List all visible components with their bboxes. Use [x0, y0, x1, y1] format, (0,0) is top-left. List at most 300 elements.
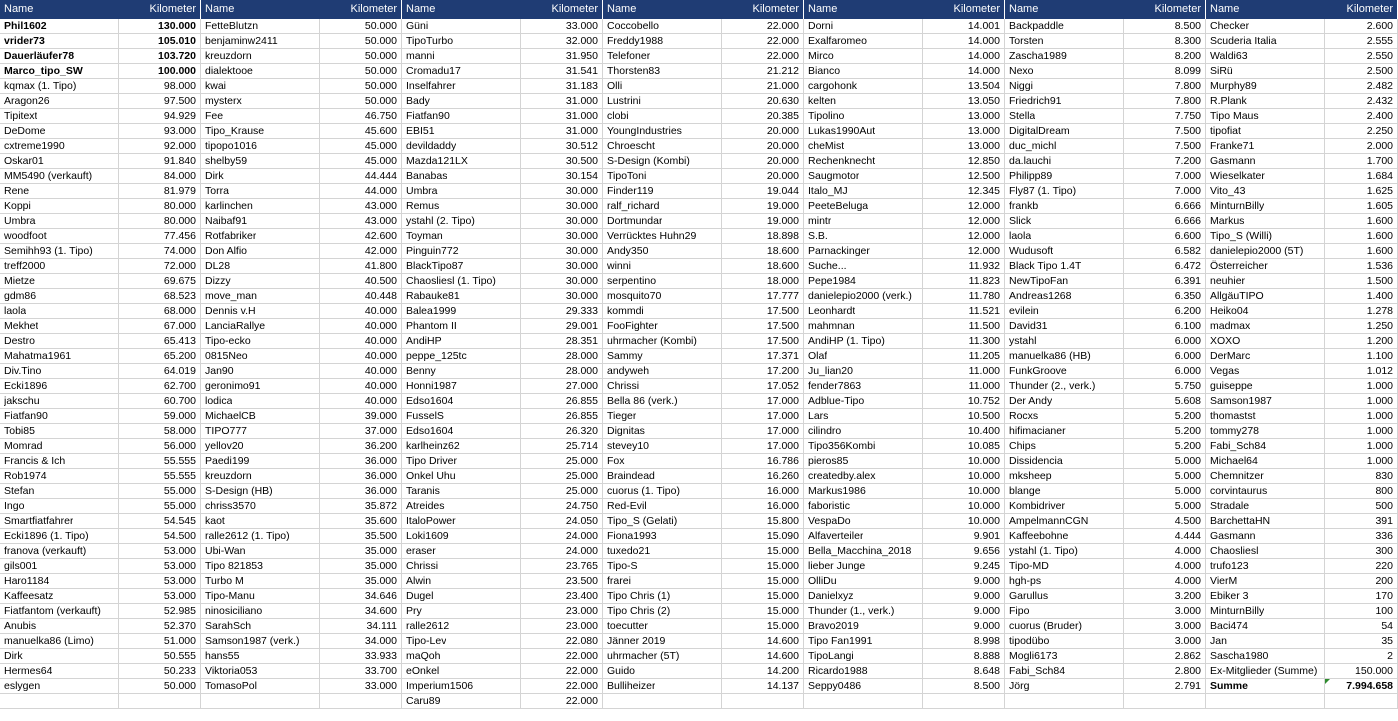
kilometer-cell[interactable]: 6.582: [1174, 245, 1201, 257]
kilometer-cell[interactable]: 35.500: [364, 530, 397, 542]
kilometer-cell[interactable]: 40.000: [364, 365, 397, 377]
name-cell[interactable]: ystahl (2. Tipo): [406, 215, 475, 227]
kilometer-cell[interactable]: 20.000: [766, 140, 799, 152]
name-cell[interactable]: Jänner 2019: [607, 635, 666, 647]
kilometer-cell[interactable]: 97.500: [163, 95, 196, 107]
name-cell[interactable]: Guido: [607, 665, 636, 677]
name-cell[interactable]: Rotfabriker: [205, 230, 257, 242]
name-cell[interactable]: corvintaurus: [1210, 485, 1268, 497]
name-cell[interactable]: frarei: [607, 575, 631, 587]
kilometer-cell[interactable]: 2.550: [1366, 50, 1393, 62]
name-cell[interactable]: SiRü: [1210, 65, 1233, 77]
kilometer-cell[interactable]: 22.080: [565, 635, 598, 647]
name-cell[interactable]: danielepio2000 (verk.): [808, 290, 912, 302]
kilometer-cell[interactable]: 5.200: [1174, 425, 1201, 437]
kilometer-cell[interactable]: 14.000: [967, 50, 1000, 62]
name-cell[interactable]: Danielxyz: [808, 590, 854, 602]
kilometer-cell[interactable]: 45.000: [364, 155, 397, 167]
name-cell[interactable]: MinturnBilly: [1210, 605, 1265, 617]
kilometer-cell[interactable]: 22.000: [565, 665, 598, 677]
name-cell[interactable]: Parnackinger: [808, 245, 870, 257]
kilometer-cell[interactable]: 24.000: [565, 530, 598, 542]
kilometer-cell[interactable]: 15.090: [766, 530, 799, 542]
name-cell[interactable]: Banabas: [406, 170, 448, 182]
header-name[interactable]: Name: [4, 3, 34, 15]
kilometer-cell[interactable]: 18.600: [766, 245, 799, 257]
name-cell[interactable]: Red-Evil: [607, 500, 647, 512]
name-cell[interactable]: lodica: [205, 395, 233, 407]
name-cell[interactable]: MM5490 (verkauft): [4, 170, 93, 182]
kilometer-cell[interactable]: 10.000: [967, 485, 1000, 497]
kilometer-cell[interactable]: 31.000: [565, 125, 598, 137]
name-cell[interactable]: Tipo Chris (2): [607, 605, 671, 617]
kilometer-cell[interactable]: 17.500: [766, 305, 799, 317]
name-cell[interactable]: Semihh93 (1. Tipo): [4, 245, 93, 257]
kilometer-cell[interactable]: 50.000: [364, 65, 397, 77]
name-cell[interactable]: Aragon26: [4, 95, 50, 107]
name-cell[interactable]: DerMarc: [1210, 350, 1251, 362]
kilometer-cell[interactable]: 69.675: [163, 275, 196, 287]
name-cell[interactable]: Rob1974: [4, 470, 47, 482]
name-cell[interactable]: kommdi: [607, 305, 644, 317]
kilometer-cell[interactable]: 7.000: [1174, 185, 1201, 197]
kilometer-cell[interactable]: 7.800: [1174, 80, 1201, 92]
kilometer-cell[interactable]: 7.200: [1174, 155, 1201, 167]
kilometer-cell[interactable]: 10.000: [967, 470, 1000, 482]
kilometer-cell[interactable]: 26.320: [565, 425, 598, 437]
name-cell[interactable]: kqmax (1. Tipo): [4, 80, 77, 92]
kilometer-cell[interactable]: 45.000: [364, 140, 397, 152]
kilometer-cell[interactable]: 18.898: [766, 230, 799, 242]
name-cell[interactable]: benjaminw2411: [205, 35, 278, 47]
kilometer-cell[interactable]: 41.800: [364, 260, 397, 272]
name-cell[interactable]: Samson1987 (verk.): [205, 635, 300, 647]
kilometer-cell[interactable]: 40.000: [364, 380, 397, 392]
name-cell[interactable]: SarahSch: [205, 620, 252, 632]
kilometer-cell[interactable]: 1.500: [1366, 275, 1393, 287]
kilometer-cell[interactable]: 50.000: [163, 680, 196, 692]
name-cell[interactable]: Bravo2019: [808, 620, 859, 632]
name-cell[interactable]: Chrissi: [406, 560, 439, 572]
kilometer-cell[interactable]: 53.000: [163, 545, 196, 557]
kilometer-cell[interactable]: 5.000: [1174, 485, 1201, 497]
kilometer-cell[interactable]: 9.000: [973, 620, 1000, 632]
name-cell[interactable]: Black Tipo 1.4T: [1009, 260, 1082, 272]
kilometer-cell[interactable]: 19.000: [766, 200, 799, 212]
kilometer-cell[interactable]: 22.000: [565, 695, 598, 707]
kilometer-cell[interactable]: 30.000: [565, 185, 598, 197]
name-cell[interactable]: 0815Neo: [205, 350, 248, 362]
kilometer-cell[interactable]: 54.500: [163, 530, 196, 542]
kilometer-cell[interactable]: 40.000: [364, 350, 397, 362]
kilometer-cell[interactable]: 35.600: [364, 515, 397, 527]
name-cell[interactable]: serpentino: [607, 275, 657, 287]
name-cell[interactable]: Checker: [1210, 20, 1250, 32]
kilometer-cell[interactable]: 17.052: [766, 380, 799, 392]
name-cell[interactable]: Olaf: [808, 350, 828, 362]
kilometer-cell[interactable]: 11.521: [968, 305, 1000, 317]
kilometer-cell[interactable]: 17.200: [766, 365, 799, 377]
name-cell[interactable]: Vegas: [1210, 365, 1240, 377]
kilometer-cell[interactable]: 3.000: [1174, 635, 1201, 647]
name-cell[interactable]: ystahl (1. Tipo): [1009, 545, 1078, 557]
name-cell[interactable]: da.lauchi: [1009, 155, 1052, 167]
kilometer-cell[interactable]: 2.555: [1366, 35, 1393, 47]
kilometer-cell[interactable]: 170: [1375, 590, 1393, 602]
name-cell[interactable]: trufo123: [1210, 560, 1249, 572]
kilometer-cell[interactable]: 20.000: [766, 170, 799, 182]
kilometer-cell[interactable]: 50.233: [163, 665, 196, 677]
name-cell[interactable]: Rechenknecht: [808, 155, 876, 167]
kilometer-cell[interactable]: 24.050: [565, 515, 598, 527]
name-cell[interactable]: manni: [406, 50, 435, 62]
kilometer-cell[interactable]: 35.000: [364, 545, 397, 557]
name-cell[interactable]: BarchettaHN: [1210, 515, 1271, 527]
name-cell[interactable]: tipopo1016: [205, 140, 257, 152]
kilometer-cell[interactable]: 40.448: [364, 290, 397, 302]
name-cell[interactable]: Naibaf91: [205, 215, 248, 227]
kilometer-cell[interactable]: 7.500: [1174, 125, 1201, 137]
kilometer-cell[interactable]: 68.000: [163, 305, 196, 317]
header-name[interactable]: Name: [607, 3, 637, 15]
name-cell[interactable]: Andy350: [607, 245, 649, 257]
kilometer-cell[interactable]: 65.413: [163, 335, 196, 347]
name-cell[interactable]: Smartfiatfahrer: [4, 515, 74, 527]
name-cell[interactable]: cilindro: [808, 425, 842, 437]
name-cell[interactable]: OlliDu: [808, 575, 837, 587]
name-cell[interactable]: S-Design (Kombi): [607, 155, 690, 167]
name-cell[interactable]: EBI51: [406, 125, 435, 137]
kilometer-cell[interactable]: 9.245: [973, 560, 1000, 572]
kilometer-cell[interactable]: 6.350: [1174, 290, 1201, 302]
kilometer-cell[interactable]: 36.200: [364, 440, 397, 452]
name-cell[interactable]: Wieselkater: [1210, 170, 1265, 182]
name-cell[interactable]: cuorus (Bruder): [1009, 620, 1082, 632]
name-cell[interactable]: Franke71: [1210, 140, 1255, 152]
kilometer-cell[interactable]: 40.000: [364, 305, 397, 317]
name-cell[interactable]: Remus: [406, 200, 440, 212]
name-cell[interactable]: Mekhet: [4, 320, 39, 332]
name-cell[interactable]: evilein: [1009, 305, 1039, 317]
name-cell[interactable]: duc_michl: [1009, 140, 1057, 152]
name-cell[interactable]: Mirco: [808, 50, 834, 62]
kilometer-cell[interactable]: 19.044: [766, 185, 799, 197]
kilometer-cell[interactable]: 11.205: [968, 350, 1000, 362]
kilometer-cell[interactable]: 103.720: [158, 50, 196, 62]
name-cell[interactable]: Onkel Uhu: [406, 470, 456, 482]
header-kilometer[interactable]: Kilometer: [953, 3, 1000, 15]
kilometer-cell[interactable]: 2.482: [1366, 80, 1393, 92]
name-cell[interactable]: karlinchen: [205, 200, 253, 212]
name-cell[interactable]: ralle2612: [406, 620, 450, 632]
kilometer-cell[interactable]: 30.000: [565, 260, 598, 272]
name-cell[interactable]: mksheep: [1009, 470, 1052, 482]
kilometer-cell[interactable]: 72.000: [163, 260, 196, 272]
kilometer-cell[interactable]: 17.000: [766, 425, 799, 437]
kilometer-cell[interactable]: 7.750: [1174, 110, 1201, 122]
kilometer-cell[interactable]: 30.000: [565, 245, 598, 257]
kilometer-cell[interactable]: 11.300: [968, 335, 1000, 347]
kilometer-cell[interactable]: 800: [1375, 485, 1393, 497]
kilometer-cell[interactable]: 100.000: [158, 65, 196, 77]
name-cell[interactable]: Chemnitzer: [1210, 470, 1264, 482]
kilometer-cell[interactable]: 53.000: [163, 560, 196, 572]
name-cell[interactable]: Tipo_Krause: [205, 125, 265, 137]
kilometer-cell[interactable]: 30.512: [565, 140, 598, 152]
name-cell[interactable]: TomasoPol: [205, 680, 257, 692]
name-cell[interactable]: Stefan: [4, 485, 35, 497]
kilometer-cell[interactable]: 18.000: [766, 275, 799, 287]
name-cell[interactable]: Haro1184: [4, 575, 50, 587]
kilometer-cell[interactable]: 2.862: [1174, 650, 1201, 662]
name-cell[interactable]: Jan: [1210, 635, 1227, 647]
kilometer-cell[interactable]: 21.000: [766, 80, 799, 92]
name-cell[interactable]: Coccobello: [607, 20, 659, 32]
name-cell[interactable]: cxtreme1990: [4, 140, 65, 152]
name-cell[interactable]: vrider73: [4, 35, 45, 47]
name-cell[interactable]: Taranis: [406, 485, 440, 497]
name-cell[interactable]: Freddy1988: [607, 35, 664, 47]
kilometer-cell[interactable]: 391: [1375, 515, 1393, 527]
header-name[interactable]: Name: [808, 3, 838, 15]
kilometer-cell[interactable]: 6.100: [1174, 320, 1201, 332]
kilometer-cell[interactable]: 55.555: [163, 470, 196, 482]
name-cell[interactable]: Ingo: [4, 500, 25, 512]
kilometer-cell[interactable]: 3.200: [1174, 590, 1201, 602]
kilometer-cell[interactable]: 13.000: [967, 110, 1000, 122]
kilometer-cell[interactable]: 33.933: [364, 650, 397, 662]
name-cell[interactable]: Jörg: [1009, 680, 1030, 692]
kilometer-cell[interactable]: 15.000: [766, 605, 799, 617]
kilometer-cell[interactable]: 10.400: [967, 425, 1000, 437]
name-cell[interactable]: Atreides: [406, 500, 445, 512]
kilometer-cell[interactable]: 10.000: [967, 455, 1000, 467]
name-cell[interactable]: Verrücktes Huhn29: [607, 230, 697, 242]
name-cell[interactable]: blange: [1009, 485, 1041, 497]
name-cell[interactable]: Toyman: [406, 230, 443, 242]
kilometer-cell[interactable]: 62.700: [163, 380, 196, 392]
kilometer-cell[interactable]: 1.000: [1366, 455, 1393, 467]
name-cell[interactable]: VespaDo: [808, 515, 851, 527]
kilometer-cell[interactable]: 2.600: [1366, 20, 1393, 32]
kilometer-cell[interactable]: 6.600: [1174, 230, 1201, 242]
kilometer-cell[interactable]: 30.000: [565, 275, 598, 287]
name-cell[interactable]: Tipo356Kombi: [808, 440, 876, 452]
kilometer-cell[interactable]: 30.000: [565, 200, 598, 212]
name-cell[interactable]: Hermes64: [4, 665, 53, 677]
name-cell[interactable]: kaot: [205, 515, 225, 527]
name-cell[interactable]: Dissidencia: [1009, 455, 1063, 467]
name-cell[interactable]: Güni: [406, 20, 429, 32]
kilometer-cell[interactable]: 6.000: [1174, 365, 1201, 377]
name-cell[interactable]: neuhier: [1210, 275, 1246, 287]
name-cell[interactable]: Kaffeebohne: [1009, 530, 1069, 542]
name-cell[interactable]: Niggi: [1009, 80, 1033, 92]
name-cell[interactable]: move_man: [205, 290, 257, 302]
kilometer-cell[interactable]: 8.888: [973, 650, 1000, 662]
kilometer-cell[interactable]: 50.555: [163, 650, 196, 662]
kilometer-cell[interactable]: 33.000: [565, 20, 598, 32]
kilometer-cell[interactable]: 15.000: [766, 560, 799, 572]
name-cell[interactable]: Dortmundar: [607, 215, 663, 227]
kilometer-cell[interactable]: 14.200: [766, 665, 799, 677]
name-cell[interactable]: Sammy: [607, 350, 643, 362]
name-cell[interactable]: Phantom II: [406, 320, 457, 332]
name-cell[interactable]: Summe: [1210, 680, 1248, 692]
kilometer-cell[interactable]: 12.000: [967, 200, 1000, 212]
name-cell[interactable]: Tipo Fan1991: [808, 635, 873, 647]
name-cell[interactable]: gdm86: [4, 290, 37, 302]
name-cell[interactable]: Alfaverteiler: [808, 530, 864, 542]
kilometer-cell[interactable]: 28.000: [565, 350, 598, 362]
kilometer-cell[interactable]: 8.300: [1174, 35, 1201, 47]
name-cell[interactable]: createdby.alex: [808, 470, 876, 482]
name-cell[interactable]: Kombidriver: [1009, 500, 1066, 512]
name-cell[interactable]: Heiko04: [1210, 305, 1249, 317]
kilometer-cell[interactable]: 40.500: [364, 275, 397, 287]
header-kilometer[interactable]: Kilometer: [1346, 3, 1393, 15]
kilometer-cell[interactable]: 50.000: [364, 80, 397, 92]
name-cell[interactable]: Olli: [607, 80, 623, 92]
name-cell[interactable]: frankb: [1009, 200, 1039, 212]
kilometer-cell[interactable]: 200: [1375, 575, 1393, 587]
kilometer-cell[interactable]: 17.000: [766, 440, 799, 452]
kilometer-cell[interactable]: 67.000: [163, 320, 196, 332]
name-cell[interactable]: Vito_43: [1210, 185, 1246, 197]
kilometer-cell[interactable]: 26.855: [565, 410, 598, 422]
name-cell[interactable]: mahmnan: [808, 320, 855, 332]
kilometer-cell[interactable]: 9.000: [973, 590, 1000, 602]
name-cell[interactable]: Dugel: [406, 590, 434, 602]
name-cell[interactable]: Honni1987: [406, 380, 457, 392]
kilometer-cell[interactable]: 2.500: [1366, 65, 1393, 77]
kilometer-cell[interactable]: 40.000: [364, 395, 397, 407]
kilometer-cell[interactable]: 23.500: [565, 575, 598, 587]
name-cell[interactable]: Pinguin772: [406, 245, 459, 257]
kilometer-cell[interactable]: 11.823: [968, 275, 1000, 287]
kilometer-cell[interactable]: 11.500: [968, 320, 1000, 332]
name-cell[interactable]: TIPO777: [205, 425, 248, 437]
kilometer-cell[interactable]: 17.500: [766, 335, 799, 347]
name-cell[interactable]: ninosiciliano: [205, 605, 263, 617]
name-cell[interactable]: kreuzdorn: [205, 50, 252, 62]
kilometer-cell[interactable]: 6.472: [1174, 260, 1201, 272]
name-cell[interactable]: tipofiat: [1210, 125, 1241, 137]
kilometer-cell[interactable]: 20.000: [766, 125, 799, 137]
kilometer-cell[interactable]: 11.932: [968, 260, 1000, 272]
name-cell[interactable]: Edso1604: [406, 425, 454, 437]
kilometer-cell[interactable]: 56.000: [163, 440, 196, 452]
name-cell[interactable]: Dirk: [4, 650, 23, 662]
kilometer-cell[interactable]: 4.000: [1174, 560, 1201, 572]
name-cell[interactable]: VierM: [1210, 575, 1238, 587]
kilometer-cell[interactable]: 15.800: [766, 515, 799, 527]
name-cell[interactable]: Markus: [1210, 215, 1245, 227]
kilometer-cell[interactable]: 37.000: [364, 425, 397, 437]
kilometer-cell[interactable]: 43.000: [364, 200, 397, 212]
name-cell[interactable]: Tobi85: [4, 425, 35, 437]
kilometer-cell[interactable]: 17.371: [766, 350, 799, 362]
name-cell[interactable]: Jan90: [205, 365, 234, 377]
kilometer-cell[interactable]: 33.000: [364, 680, 397, 692]
kilometer-cell[interactable]: 4.444: [1174, 530, 1201, 542]
name-cell[interactable]: Bella 86 (verk.): [607, 395, 678, 407]
kilometer-cell[interactable]: 2.000: [1366, 140, 1393, 152]
kilometer-cell[interactable]: 31.950: [565, 50, 598, 62]
name-cell[interactable]: FooFighter: [607, 320, 658, 332]
name-cell[interactable]: Ex-Mitglieder (Summe): [1210, 665, 1318, 677]
kilometer-cell[interactable]: 6.200: [1174, 305, 1201, 317]
kilometer-cell[interactable]: 15.000: [766, 620, 799, 632]
kilometer-cell[interactable]: 65.200: [163, 350, 196, 362]
name-cell[interactable]: R.Plank: [1210, 95, 1247, 107]
kilometer-cell[interactable]: 36.000: [364, 470, 397, 482]
kilometer-cell[interactable]: 11.000: [968, 365, 1000, 377]
kilometer-cell[interactable]: 14.001: [967, 20, 1000, 32]
kilometer-cell[interactable]: 45.600: [364, 125, 397, 137]
name-cell[interactable]: franova (verkauft): [4, 545, 87, 557]
kilometer-cell[interactable]: 22.000: [766, 50, 799, 62]
kilometer-cell[interactable]: 16.786: [766, 455, 799, 467]
name-cell[interactable]: Ebiker 3: [1210, 590, 1249, 602]
name-cell[interactable]: Sascha1980: [1210, 650, 1269, 662]
kilometer-cell[interactable]: 1.000: [1366, 425, 1393, 437]
name-cell[interactable]: Chaosliesl: [1210, 545, 1259, 557]
name-cell[interactable]: Tipo Driver: [406, 455, 457, 467]
kilometer-cell[interactable]: 16.000: [766, 485, 799, 497]
kilometer-cell[interactable]: 23.765: [565, 560, 598, 572]
kilometer-cell[interactable]: 12.850: [967, 155, 1000, 167]
kilometer-cell[interactable]: 23.400: [565, 590, 598, 602]
kilometer-cell[interactable]: 24.750: [565, 500, 598, 512]
name-cell[interactable]: Braindead: [607, 470, 655, 482]
name-cell[interactable]: pieros85: [808, 455, 849, 467]
name-cell[interactable]: Koppi: [4, 200, 31, 212]
kilometer-cell[interactable]: 14.137: [766, 680, 799, 692]
name-cell[interactable]: NewTipoFan: [1009, 275, 1069, 287]
kilometer-cell[interactable]: 1.700: [1366, 155, 1393, 167]
kilometer-cell[interactable]: 34.111: [366, 620, 397, 632]
name-cell[interactable]: Alwin: [406, 575, 432, 587]
kilometer-cell[interactable]: 10.752: [967, 395, 1000, 407]
name-cell[interactable]: Marco_tipo_SW: [4, 65, 83, 77]
name-cell[interactable]: Tipitext: [4, 110, 38, 122]
name-cell[interactable]: Tipo-Manu: [205, 590, 255, 602]
kilometer-cell[interactable]: 12.000: [967, 215, 1000, 227]
name-cell[interactable]: Fiatfan90: [406, 110, 450, 122]
name-cell[interactable]: Mogli6173: [1009, 650, 1058, 662]
name-cell[interactable]: PeeteBeluga: [808, 200, 869, 212]
kilometer-cell[interactable]: 60.700: [163, 395, 196, 407]
header-kilometer[interactable]: Kilometer: [551, 3, 598, 15]
kilometer-cell[interactable]: 130.000: [158, 20, 196, 32]
kilometer-cell[interactable]: 2.400: [1366, 110, 1393, 122]
header-kilometer[interactable]: Kilometer: [1154, 3, 1201, 15]
name-cell[interactable]: mysterx: [205, 95, 242, 107]
kilometer-cell[interactable]: 27.000: [565, 380, 598, 392]
name-cell[interactable]: Loki1609: [406, 530, 449, 542]
kilometer-cell[interactable]: 5.000: [1174, 470, 1201, 482]
name-cell[interactable]: Mietze: [4, 275, 35, 287]
kilometer-cell[interactable]: 6.000: [1174, 350, 1201, 362]
name-cell[interactable]: Turbo M: [205, 575, 244, 587]
kilometer-cell[interactable]: 30.000: [565, 215, 598, 227]
kilometer-cell[interactable]: 8.500: [973, 680, 1000, 692]
name-cell[interactable]: uhrmacher (Kombi): [607, 335, 697, 347]
name-cell[interactable]: AndiHP: [406, 335, 442, 347]
name-cell[interactable]: Saugmotor: [808, 170, 860, 182]
name-cell[interactable]: Lars: [808, 410, 829, 422]
